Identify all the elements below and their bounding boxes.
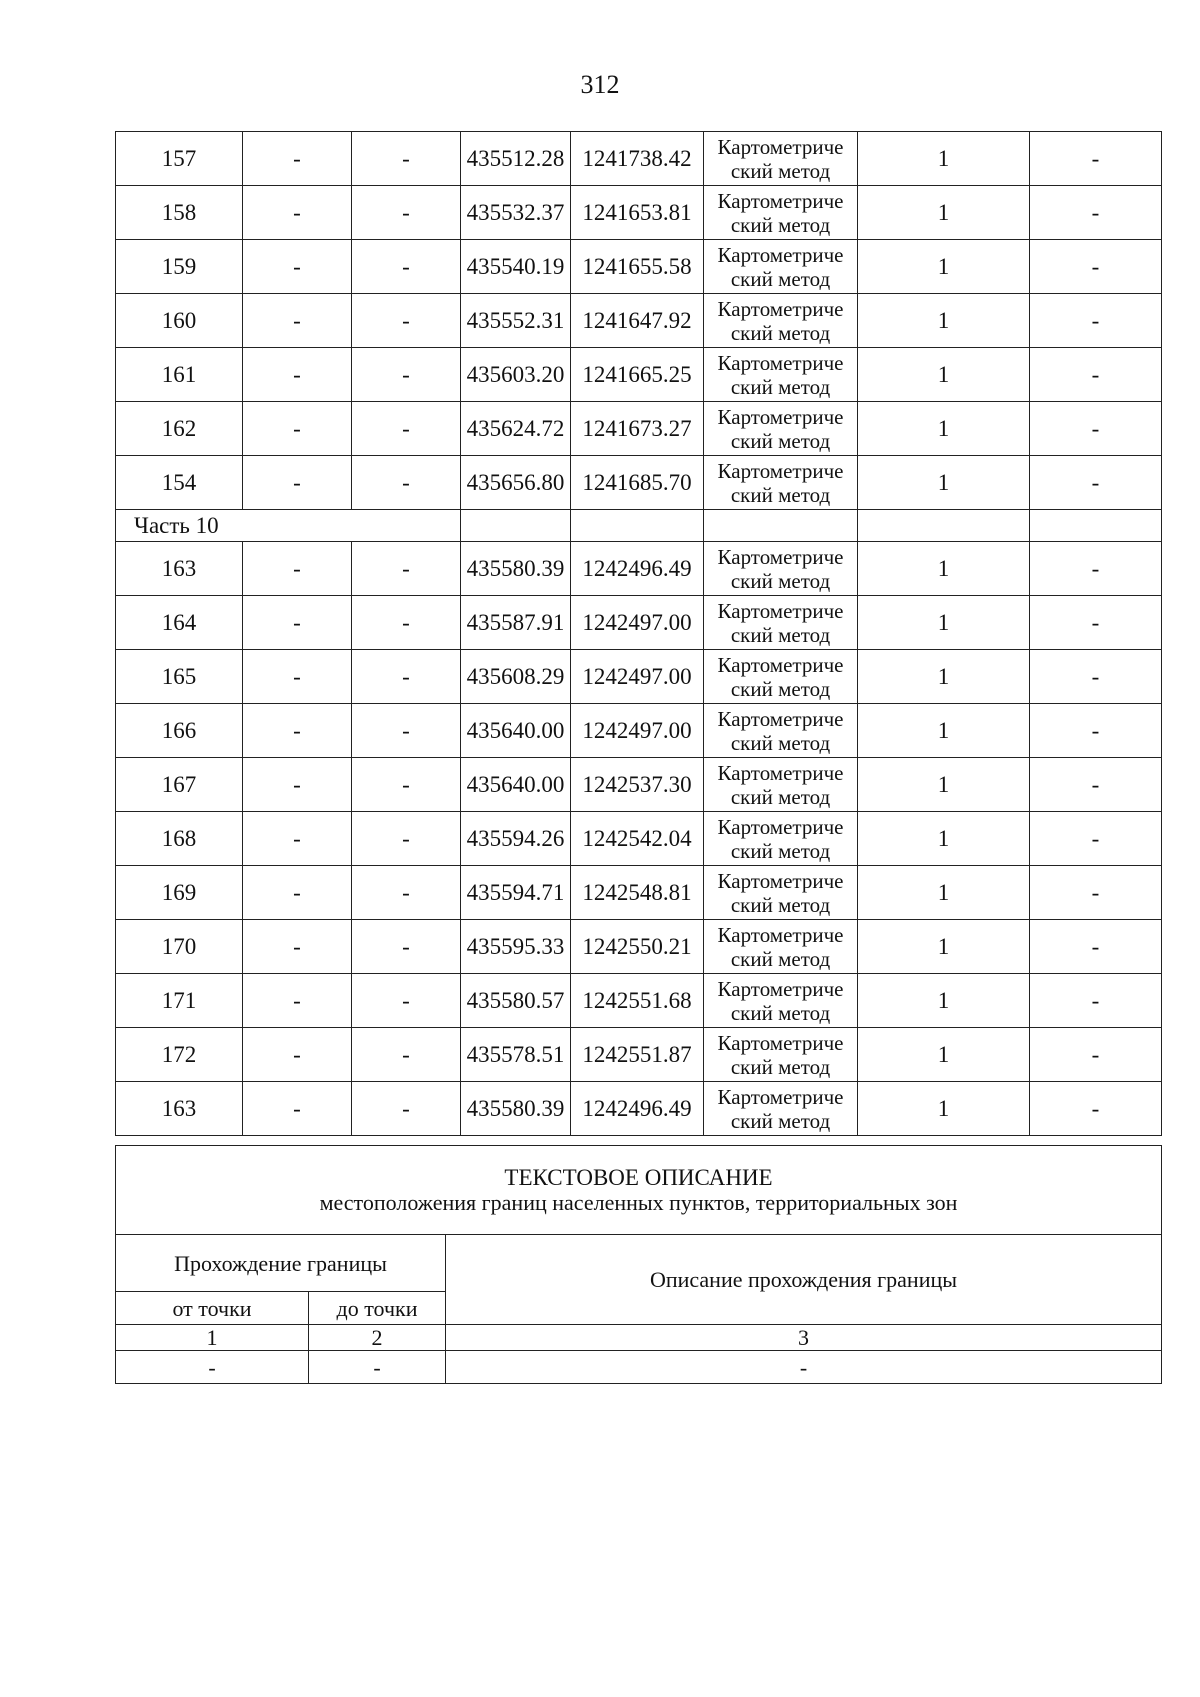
column-number-3: 3 bbox=[446, 1325, 1162, 1351]
cell-dash-c: - bbox=[1030, 812, 1162, 866]
method: Картометриче ский метод bbox=[704, 348, 858, 402]
accuracy: 1 bbox=[858, 974, 1030, 1028]
method: Картометриче ский метод bbox=[704, 812, 858, 866]
cell-dash-c: - bbox=[1030, 1028, 1162, 1082]
method: Картометриче ский метод bbox=[704, 974, 858, 1028]
cell-dash-c: - bbox=[1030, 456, 1162, 510]
coord-x: 435594.26 bbox=[461, 812, 571, 866]
coord-y: 1242542.04 bbox=[571, 812, 704, 866]
coord-x: 435640.00 bbox=[461, 704, 571, 758]
table-row bbox=[116, 456, 1162, 510]
cell-dash-b: - bbox=[352, 1028, 461, 1082]
cell-dash-b: - bbox=[352, 866, 461, 920]
coord-x: 435587.91 bbox=[461, 596, 571, 650]
method: Картометриче ский метод bbox=[704, 866, 858, 920]
point-number: 160 bbox=[116, 294, 243, 348]
table-row bbox=[116, 132, 1162, 186]
method: Картометриче ский метод bbox=[704, 186, 858, 240]
cell-dash-a: - bbox=[243, 294, 352, 348]
text-description-table bbox=[115, 1145, 1162, 1384]
cell-dash-b: - bbox=[352, 758, 461, 812]
coord-x: 435656.80 bbox=[461, 456, 571, 510]
method: Картометриче ский метод bbox=[704, 758, 858, 812]
table-row bbox=[116, 704, 1162, 758]
description-title: ТЕКСТОВОЕ ОПИСАНИЕ bbox=[504, 1165, 773, 1190]
cell-dash-c: - bbox=[1030, 974, 1162, 1028]
cell-dash-a: - bbox=[243, 542, 352, 596]
cell-dash-b: - bbox=[352, 402, 461, 456]
cell-dash-c: - bbox=[1030, 240, 1162, 294]
empty-cell bbox=[461, 510, 571, 542]
cell-dash-b: - bbox=[352, 542, 461, 596]
cell-dash-a: - bbox=[243, 348, 352, 402]
cell-dash-a: - bbox=[243, 402, 352, 456]
point-number: 172 bbox=[116, 1028, 243, 1082]
method: Картометриче ский метод bbox=[704, 240, 858, 294]
cell-dash-c: - bbox=[1030, 132, 1162, 186]
point-number: 162 bbox=[116, 402, 243, 456]
method: Картометриче ский метод bbox=[704, 596, 858, 650]
header-description: Описание прохождения границы bbox=[446, 1235, 1162, 1325]
cell-dash-b: - bbox=[352, 294, 461, 348]
table-row bbox=[116, 758, 1162, 812]
table-row bbox=[116, 596, 1162, 650]
cell-dash-b: - bbox=[352, 186, 461, 240]
table-row bbox=[116, 974, 1162, 1028]
method: Картометриче ский метод bbox=[704, 1028, 858, 1082]
cell-dash-b: - bbox=[352, 1082, 461, 1136]
description-cell-to: - bbox=[309, 1351, 446, 1384]
coord-x: 435595.33 bbox=[461, 920, 571, 974]
cell-dash-a: - bbox=[243, 974, 352, 1028]
coord-x: 435594.71 bbox=[461, 866, 571, 920]
point-number: 158 bbox=[116, 186, 243, 240]
coord-x: 435552.31 bbox=[461, 294, 571, 348]
coord-y: 1242548.81 bbox=[571, 866, 704, 920]
point-number: 163 bbox=[116, 542, 243, 596]
accuracy: 1 bbox=[858, 650, 1030, 704]
accuracy: 1 bbox=[858, 132, 1030, 186]
cell-dash-c: - bbox=[1030, 920, 1162, 974]
accuracy: 1 bbox=[858, 920, 1030, 974]
empty-cell bbox=[571, 510, 704, 542]
cell-dash-a: - bbox=[243, 920, 352, 974]
method: Картометриче ский метод bbox=[704, 402, 858, 456]
table-row bbox=[116, 402, 1162, 456]
coord-y: 1241647.92 bbox=[571, 294, 704, 348]
cell-dash-b: - bbox=[352, 920, 461, 974]
point-number: 171 bbox=[116, 974, 243, 1028]
cell-dash-c: - bbox=[1030, 1082, 1162, 1136]
table-row bbox=[116, 294, 1162, 348]
table-row bbox=[116, 542, 1162, 596]
cell-dash-b: - bbox=[352, 348, 461, 402]
coord-y: 1242497.00 bbox=[571, 650, 704, 704]
cell-dash-a: - bbox=[243, 704, 352, 758]
method: Картометриче ский метод bbox=[704, 456, 858, 510]
coord-x: 435578.51 bbox=[461, 1028, 571, 1082]
coord-y: 1241665.25 bbox=[571, 348, 704, 402]
cell-dash-a: - bbox=[243, 1028, 352, 1082]
table-row bbox=[116, 920, 1162, 974]
method: Картометриче ский метод bbox=[704, 1082, 858, 1136]
accuracy: 1 bbox=[858, 1082, 1030, 1136]
table-row bbox=[116, 650, 1162, 704]
coord-y: 1242551.87 bbox=[571, 1028, 704, 1082]
cell-dash-b: - bbox=[352, 812, 461, 866]
description-cell-text: - bbox=[446, 1351, 1162, 1384]
cell-dash-b: - bbox=[352, 132, 461, 186]
cell-dash-c: - bbox=[1030, 294, 1162, 348]
point-number: 161 bbox=[116, 348, 243, 402]
cell-dash-c: - bbox=[1030, 866, 1162, 920]
cell-dash-c: - bbox=[1030, 650, 1162, 704]
column-number-1: 1 bbox=[116, 1325, 309, 1351]
point-number: 168 bbox=[116, 812, 243, 866]
accuracy: 1 bbox=[858, 596, 1030, 650]
point-number: 169 bbox=[116, 866, 243, 920]
cell-dash-b: - bbox=[352, 240, 461, 294]
table-row bbox=[116, 812, 1162, 866]
header-passage: Прохождение границы bbox=[116, 1235, 446, 1292]
cell-dash-a: - bbox=[243, 132, 352, 186]
accuracy: 1 bbox=[858, 866, 1030, 920]
header-to-point: до точки bbox=[309, 1292, 446, 1325]
point-number: 167 bbox=[116, 758, 243, 812]
coord-x: 435512.28 bbox=[461, 132, 571, 186]
cell-dash-a: - bbox=[243, 456, 352, 510]
description-cell-from: - bbox=[116, 1351, 309, 1384]
point-number: 164 bbox=[116, 596, 243, 650]
accuracy: 1 bbox=[858, 186, 1030, 240]
table-row bbox=[116, 1082, 1162, 1136]
table-row bbox=[116, 186, 1162, 240]
coord-y: 1242497.00 bbox=[571, 596, 704, 650]
coord-y: 1242537.30 bbox=[571, 758, 704, 812]
coord-x: 435580.39 bbox=[461, 542, 571, 596]
page-number: 312 bbox=[580, 70, 620, 99]
cell-dash-b: - bbox=[352, 704, 461, 758]
cell-dash-c: - bbox=[1030, 596, 1162, 650]
coord-y: 1241673.27 bbox=[571, 402, 704, 456]
cell-dash-a: - bbox=[243, 240, 352, 294]
coord-x: 435608.29 bbox=[461, 650, 571, 704]
cell-dash-a: - bbox=[243, 866, 352, 920]
cell-dash-a: - bbox=[243, 596, 352, 650]
cell-dash-c: - bbox=[1030, 758, 1162, 812]
cell-dash-b: - bbox=[352, 596, 461, 650]
cell-dash-a: - bbox=[243, 812, 352, 866]
coordinates-table bbox=[115, 131, 1162, 1136]
coord-y: 1241655.58 bbox=[571, 240, 704, 294]
point-number: 170 bbox=[116, 920, 243, 974]
table-row bbox=[116, 866, 1162, 920]
cell-dash-a: - bbox=[243, 186, 352, 240]
method: Картометриче ский метод bbox=[704, 132, 858, 186]
coord-y: 1242496.49 bbox=[571, 1082, 704, 1136]
cell-dash-b: - bbox=[352, 650, 461, 704]
coord-x: 435532.37 bbox=[461, 186, 571, 240]
part-label: Часть 10 bbox=[116, 510, 461, 542]
cell-dash-c: - bbox=[1030, 542, 1162, 596]
coord-x: 435540.19 bbox=[461, 240, 571, 294]
method: Картометриче ский метод bbox=[704, 704, 858, 758]
column-number-2: 2 bbox=[309, 1325, 446, 1351]
cell-dash-c: - bbox=[1030, 402, 1162, 456]
method: Картометриче ский метод bbox=[704, 542, 858, 596]
point-number: 165 bbox=[116, 650, 243, 704]
method: Картометриче ский метод bbox=[704, 920, 858, 974]
point-number: 157 bbox=[116, 132, 243, 186]
cell-dash-b: - bbox=[352, 974, 461, 1028]
coord-y: 1242497.00 bbox=[571, 704, 704, 758]
method: Картометриче ский метод bbox=[704, 650, 858, 704]
coord-y: 1241738.42 bbox=[571, 132, 704, 186]
cell-dash-c: - bbox=[1030, 348, 1162, 402]
coord-x: 435580.57 bbox=[461, 974, 571, 1028]
accuracy: 1 bbox=[858, 456, 1030, 510]
cell-dash-a: - bbox=[243, 758, 352, 812]
accuracy: 1 bbox=[858, 240, 1030, 294]
description-title-cell bbox=[116, 1146, 1162, 1235]
description-subtitle: местоположения границ населенных пунктов, территориальных зон bbox=[319, 1190, 958, 1215]
coord-y: 1242551.68 bbox=[571, 974, 704, 1028]
empty-cell bbox=[858, 510, 1030, 542]
accuracy: 1 bbox=[858, 704, 1030, 758]
part-row bbox=[116, 510, 1162, 542]
empty-cell bbox=[1030, 510, 1162, 542]
accuracy: 1 bbox=[858, 542, 1030, 596]
method: Картометриче ский метод bbox=[704, 294, 858, 348]
header-from-point: от точки bbox=[116, 1292, 309, 1325]
point-number: 154 bbox=[116, 456, 243, 510]
coord-y: 1241653.81 bbox=[571, 186, 704, 240]
table-row bbox=[116, 1028, 1162, 1082]
cell-dash-c: - bbox=[1030, 704, 1162, 758]
accuracy: 1 bbox=[858, 1028, 1030, 1082]
accuracy: 1 bbox=[858, 294, 1030, 348]
coord-y: 1241685.70 bbox=[571, 456, 704, 510]
table-row bbox=[116, 240, 1162, 294]
coord-x: 435624.72 bbox=[461, 402, 571, 456]
accuracy: 1 bbox=[858, 402, 1030, 456]
cell-dash-b: - bbox=[352, 456, 461, 510]
empty-cell bbox=[704, 510, 858, 542]
cell-dash-a: - bbox=[243, 650, 352, 704]
point-number: 163 bbox=[116, 1082, 243, 1136]
accuracy: 1 bbox=[858, 348, 1030, 402]
point-number: 159 bbox=[116, 240, 243, 294]
coord-y: 1242496.49 bbox=[571, 542, 704, 596]
table-row bbox=[116, 348, 1162, 402]
point-number: 166 bbox=[116, 704, 243, 758]
coord-x: 435580.39 bbox=[461, 1082, 571, 1136]
cell-dash-a: - bbox=[243, 1082, 352, 1136]
accuracy: 1 bbox=[858, 758, 1030, 812]
coord-x: 435603.20 bbox=[461, 348, 571, 402]
coord-x: 435640.00 bbox=[461, 758, 571, 812]
accuracy: 1 bbox=[858, 812, 1030, 866]
cell-dash-c: - bbox=[1030, 186, 1162, 240]
coord-y: 1242550.21 bbox=[571, 920, 704, 974]
